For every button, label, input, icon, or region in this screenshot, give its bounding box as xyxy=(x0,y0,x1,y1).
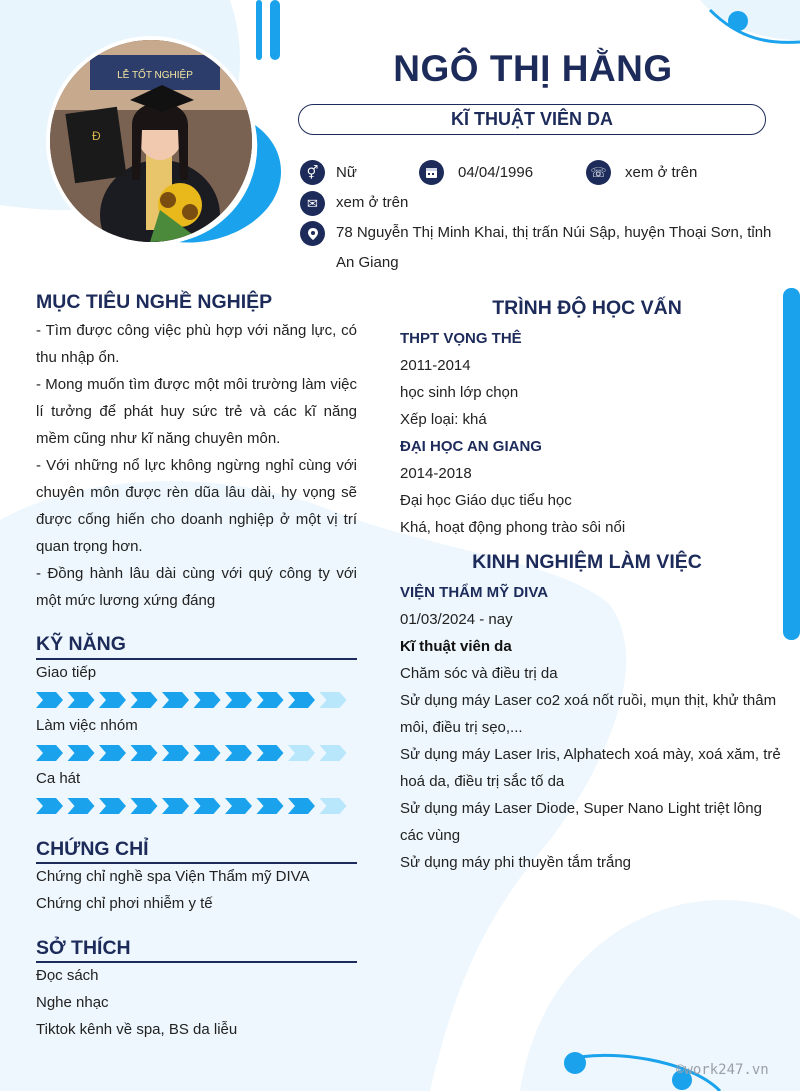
work-detail: Sử dụng máy Laser co2 xoá nốt ruồi, mụn thịt, khử thâm xyxy=(400,692,777,709)
skill-chevron-filled xyxy=(225,745,252,761)
hobby-item: Đọc sách xyxy=(36,967,99,984)
certificates-title: CHỨNG CHỈ xyxy=(36,838,149,860)
watermark: ©work247.vn xyxy=(676,1062,769,1078)
skill-chevron-filled xyxy=(99,798,126,814)
school-note: Khá, hoạt động phong trào sôi nổi xyxy=(400,519,626,536)
skill-chevron-filled xyxy=(257,692,284,708)
company-name: VIỆN THẨM MỸ DIVA xyxy=(400,584,549,601)
gender-value: Nữ xyxy=(336,164,357,181)
candidate-name: NGÔ THỊ HẰNG xyxy=(393,48,673,89)
objective-item: - Đồng hành lâu dài cùng với quý công ty với một mức lương xứng đáng xyxy=(36,565,357,609)
skill-chevron-filled xyxy=(131,745,158,761)
skill-chevron-filled xyxy=(99,692,126,708)
work-detail: Sử dụng máy phi thuyền tắm trắng xyxy=(400,854,632,871)
hobby-item: Nghe nhạc xyxy=(36,994,109,1011)
job-title: KĨ THUẬT VIÊN DA xyxy=(298,104,766,135)
work-period: 01/03/2024 - nay xyxy=(400,611,513,628)
skill-chevron-filled xyxy=(288,692,315,708)
school-period: 2014-2018 xyxy=(400,465,472,482)
school-major: học sinh lớp chọn xyxy=(400,384,519,401)
certificates-divider xyxy=(36,862,357,864)
backdrop-text: LỄ TỐT NGHIỆP xyxy=(117,70,193,81)
skill-level-bar xyxy=(36,744,356,762)
school-name: ĐẠI HỌC AN GIANG xyxy=(400,438,542,455)
address-line-2: An Giang xyxy=(336,254,399,271)
skill-name: Ca hát xyxy=(36,770,81,787)
school-note: Xếp loại: khá xyxy=(400,411,487,428)
objective-item: - Mong muốn tìm được một môi trường làm việc lí tưởng để phát huy sức trẻ và các kĩ năng mềm cũng như kĩ năng chuyên môn. xyxy=(36,376,357,447)
certificate-item: Chứng chỉ phơi nhiễm y tế xyxy=(36,895,213,912)
skill-chevron-filled xyxy=(36,745,63,761)
skill-chevron-filled xyxy=(131,798,158,814)
skill-chevron-filled xyxy=(194,692,221,708)
diploma-text: Đ xyxy=(92,129,101,143)
avatar xyxy=(50,40,252,242)
email-value: xem ở trên xyxy=(336,194,409,211)
school-name: THPT VỌNG THÊ xyxy=(400,330,522,347)
phone-icon: ☏ xyxy=(586,160,611,185)
phone-value: xem ở trên xyxy=(625,164,698,181)
gender-icon: ⚥ xyxy=(300,160,325,185)
work-detail: các vùng xyxy=(400,827,461,844)
work-detail: môi, điều trị sẹo,... xyxy=(400,719,523,736)
hobby-item: Tiktok kênh về spa, BS da liễu xyxy=(36,1021,238,1038)
skill-chevron-filled xyxy=(99,745,126,761)
skills-divider xyxy=(36,658,357,660)
birthday-value: 04/04/1996 xyxy=(458,164,534,181)
work-detail: Sử dụng máy Laser Diode, Super Nano Light triệt lông xyxy=(400,800,762,817)
work-detail: Chăm sóc và điều trị da xyxy=(400,665,558,682)
skill-chevron-filled xyxy=(194,745,221,761)
skill-chevron-filled xyxy=(131,692,158,708)
skill-chevron-empty xyxy=(320,745,347,761)
skills-title: KỸ NĂNG xyxy=(36,633,126,655)
skill-chevron-filled xyxy=(288,798,315,814)
address-line-1: 78 Nguyễn Thị Minh Khai, thị trấn Núi Sập, huyện Thoại Sơn, tỉnh xyxy=(336,224,772,241)
school-major: Đại học Giáo dục tiểu học xyxy=(400,492,572,509)
skill-chevron-filled xyxy=(36,798,63,814)
skill-chevron-filled xyxy=(257,798,284,814)
objective-title: MỤC TIÊU NGHỀ NGHIỆP xyxy=(36,291,273,313)
experience-title: KINH NGHIỆM LÀM VIỆC xyxy=(472,551,702,573)
skill-name: Giao tiếp xyxy=(36,664,97,681)
skill-level-bar xyxy=(36,691,356,709)
work-detail: hoá da, điều trị sắc tố da xyxy=(400,773,565,790)
graduation-photo xyxy=(50,40,252,242)
skill-chevron-filled xyxy=(68,798,95,814)
skill-chevron-filled xyxy=(68,745,95,761)
skill-chevron-filled xyxy=(162,692,189,708)
work-role: Kĩ thuật viên da xyxy=(400,638,512,655)
skill-level-bar xyxy=(36,797,356,815)
certificate-item: Chứng chỉ nghề spa Viện Thẩm mỹ DIVA xyxy=(36,868,310,885)
skill-chevron-filled xyxy=(162,798,189,814)
work-detail: Sử dụng máy Laser Iris, Alphatech xoá mày, xoá xăm, trẻ xyxy=(400,746,781,763)
school-period: 2011-2014 xyxy=(400,357,471,374)
location-icon xyxy=(300,221,325,246)
skill-chevron-filled xyxy=(194,798,221,814)
skill-chevron-filled xyxy=(225,692,252,708)
calendar-icon xyxy=(419,160,444,185)
objective-text xyxy=(36,317,357,614)
education-title: TRÌNH ĐỘ HỌC VẤN xyxy=(492,297,682,319)
email-icon: ✉ xyxy=(300,191,325,216)
skill-name: Làm việc nhóm xyxy=(36,717,138,734)
objective-item: - Tìm được công việc phù hợp với năng lực, có thu nhập ổn. xyxy=(36,322,357,366)
skill-chevron-empty xyxy=(320,798,347,814)
hobbies-divider xyxy=(36,961,357,963)
skill-chevron-empty xyxy=(288,745,315,761)
skill-chevron-empty xyxy=(320,692,347,708)
skill-chevron-filled xyxy=(225,798,252,814)
skill-chevron-filled xyxy=(68,692,95,708)
skill-chevron-filled xyxy=(162,745,189,761)
objective-item: - Với những nổ lực không ngừng nghỉ cùng với chuyên môn được rèn dũa lâu dài, hy vọng sẽ được cống hiến cho doanh nghiệp ở một vị trí quan trọng hơn. xyxy=(36,457,357,555)
skill-chevron-filled xyxy=(36,692,63,708)
skill-chevron-filled xyxy=(257,745,284,761)
hobbies-title: SỞ THÍCH xyxy=(36,937,131,959)
